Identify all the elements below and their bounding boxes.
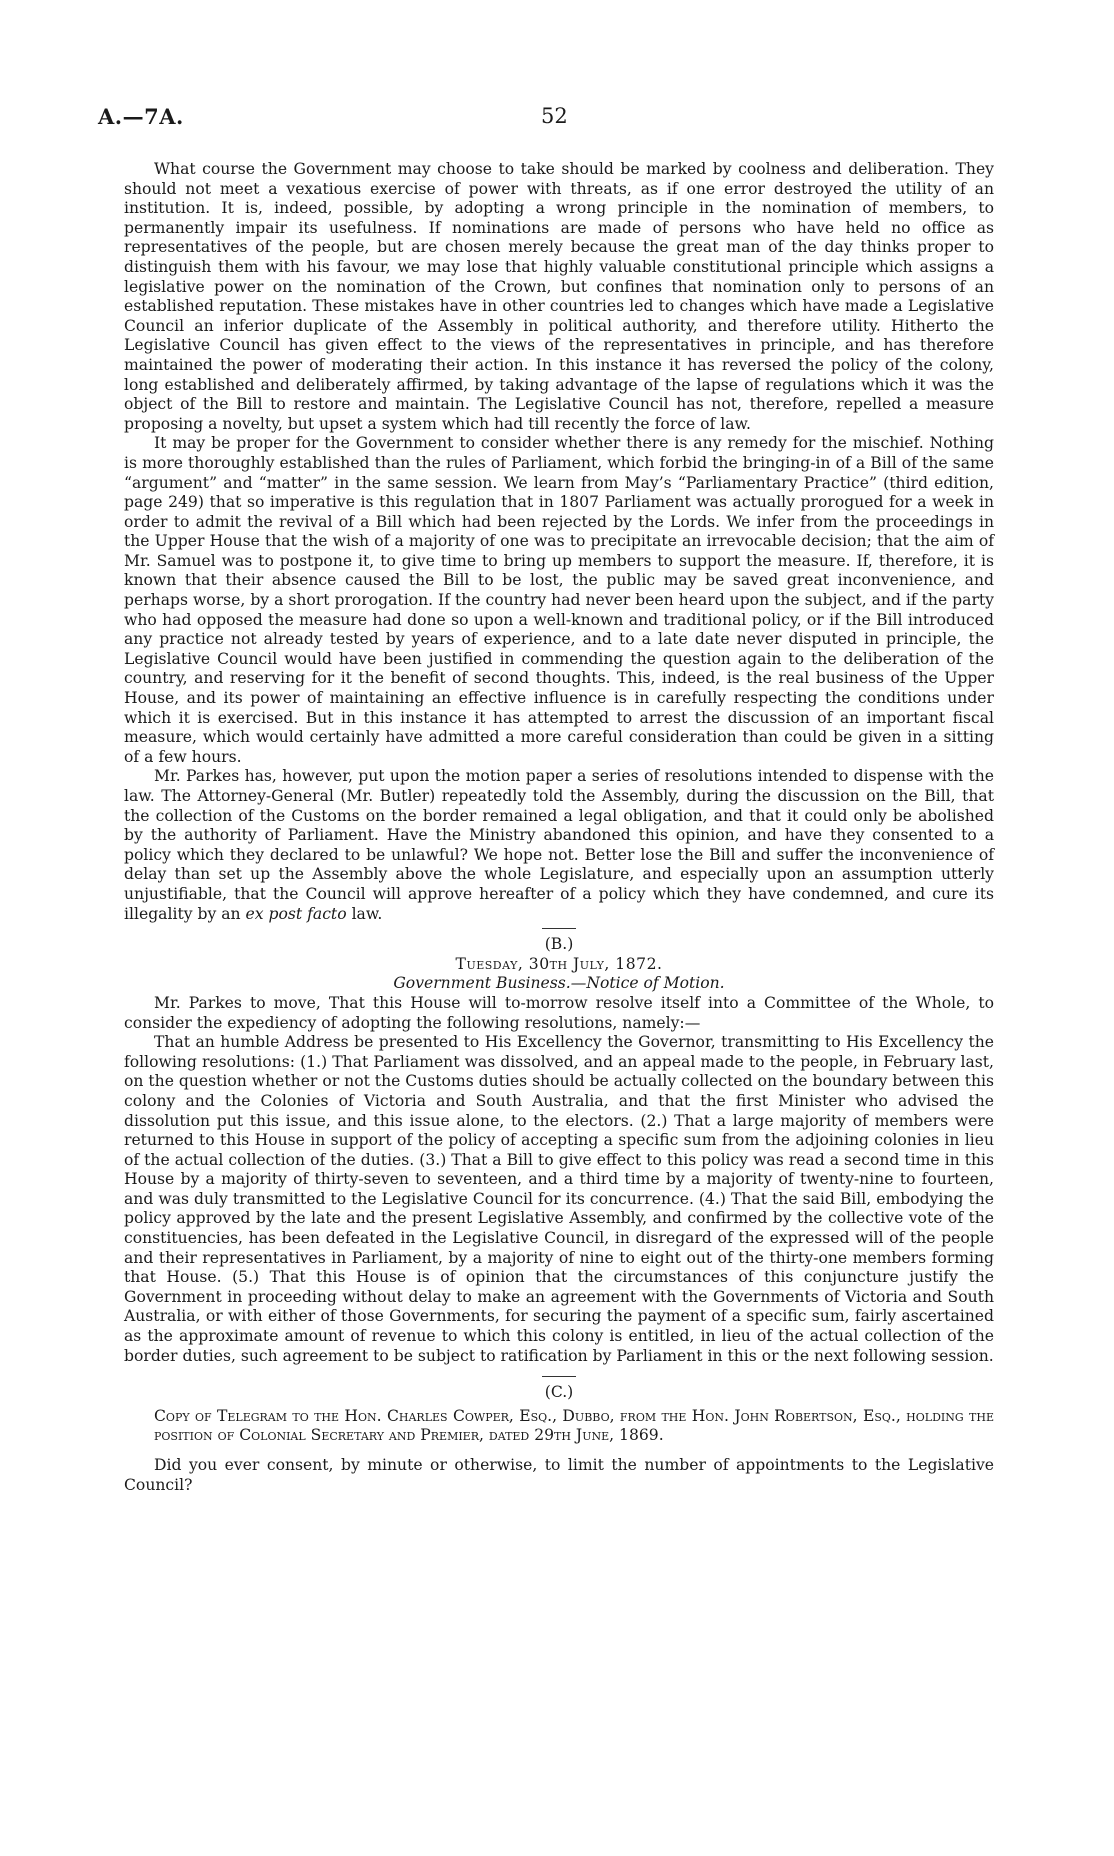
- paragraph-parkes-text: Mr. Parkes has, however, put upon the motion paper a series of resolutions intended to dispense with the law. The Attorney-General (Mr. Butler) repeatedly told the Assembly, during the discussion on the Bill, that the collection of the Customs on the border remained a legal obligation, and that it could only be abolished by the authority of Parliament. Have the Ministry abandoned this opinion, and have they consented to a policy which they declared to be unlawful? We hope not. Better lose the Bill and suffer the inconvenience of delay than set up the Assembly above the whole Legislature, and especially upon an assumption utterly unjustifiable, that the Council will approve hereafter of a policy which they have condemned, and cure its illegality by an: [124, 767, 994, 923]
- telegram-heading: Copy of Telegram to the Hon. Charles Cowper, Esq., Dubbo, from the Hon. John Robertson, Esq., holding the position of Colonial Secretary and Premier, dated 29th June, 1869.: [154, 1406, 994, 1445]
- paragraph-parkes-to-move: Mr. Parkes to move, That this House will to-morrow resolve itself into a Committee of the Whole, to consider the expediency of adopting the following resolutions, namely:—: [124, 993, 994, 1032]
- paragraph-remedy-for-mischief: It may be proper for the Government to consider whether there is any remedy for the mischief. Nothing is more thoroughly established than the rules of Parliament, which forbid the bringing-in of a Bill of the same “argument” and “matter” in the same session. We learn from May’s “Parliamentary Practice” (third edition, page 249) that so imperative is this regulation that in 1807 Parliament was actually prorogued for a week in order to admit the revival of a Bill which had been rejected by the Lords. We infer from the proceedings in the Upper House that the wish of a majority of one was to precipitate an irrevocable decision; that the aim of Mr. Samuel was to postpone it, to give time to bring up members to support the measure. If, therefore, it is known that their absence caused the Bill to be lost, the public may be saved great inconvenience, and perhaps worse, by a short prorogation. If the country had never been heard upon the subject, and if the party who had opposed the measure had done so upon a well-known and traditional policy, or if the Bill introduced any practice not already tested by years of experience, and to a late date never disputed in principle, the Legislative Council would have been justified in commending the question again to the deliberation of the country, and reserving for it the benefit of second thoughts. This, indeed, is the real business of the Upper House, and its power of maintaining an effective influence is in carefully respecting the conditions under which it is exercised. But in this instance it has attempted to arrest the discussion of an important fiscal measure, which would certainly have admitted a more careful consideration than could be given in a sitting of a few hours.: [124, 434, 994, 766]
- telegram-question: Did you ever consent, by minute or otherwise, to limit the number of appointments to the Legislative Council?: [124, 1456, 994, 1494]
- section-c-label: (C.): [544, 1383, 574, 1402]
- section-divider: [542, 928, 576, 929]
- paragraph-parkes-resolutions: [124, 767, 994, 924]
- document-reference: A.—7A.: [98, 104, 184, 129]
- section-b-label: (B.): [544, 935, 574, 954]
- paragraph-course-of-government: What course the Government may choose to take should be marked by coolness and deliberation. They should not meet a vexatious exercise of power with threats, as if one error destroyed the utility of an institution. It is, indeed, possible, by adopting a wrong principle in the nomination of members, to permanently impair its usefulness. If nominations are made of persons who have held no office as representatives of the people, but are chosen merely because the great man of the day thinks proper to distinguish them with his favour, we may lose that highly valuable constitutional principle which assigns a legislative power on the nomination of the Crown, but confines that nomination only to persons of an established reputation. These mistakes have in other countries led to changes which have made a Legislative Council an inferior duplicate of the Assembly in political authority, and therefore utility. Hitherto the Legislative Council has given effect to the views of the representatives in principle, and has therefore maintained the power of moderating their action. In this instance it has reversed the policy of the colony, long established and deliberately affirmed, by taking advantage of the lapse of regulations which it was the object of the Bill to restore and maintain. The Legislative Council has not, therefore, repelled a measure proposing a novelty, but upset a system which had till recently the force of law.: [124, 160, 994, 433]
- section-b-date: Tuesday, 30th July, 1872.: [455, 954, 663, 973]
- paragraph-parkes-end: law.: [351, 904, 383, 923]
- document-body: [124, 160, 994, 1495]
- page-header: [98, 104, 998, 134]
- ex-post-facto-phrase: ex post facto: [245, 904, 347, 923]
- section-divider: [542, 1376, 576, 1377]
- page-number: 52: [541, 104, 568, 128]
- paragraph-humble-address: That an humble Address be presented to His Excellency the Governor, transmitting to His Excellency the following resolutions: (1.) That Parliament was dissolved, and an appeal made to the people, in February last, on the question whether or not the Customs duties should be actually collected on the boundary between this colony and the Colonies of Victoria and South Australia, and that the first Minister who advised the dissolution put this issue, and this issue alone, to the electors. (2.) That a large majority of members were returned to this House in support of the policy of accepting a specific sum from the adjoining colonies in lieu of the actual collection of the duties. (3.) That a Bill to give effect to this policy was read a second time in this House by a majority of thirty-seven to seventeen, and a third time by a majority of twenty-nine to fourteen, and was duly transmitted to the Legislative Council for its concurrence. (4.) That the said Bill, embodying the policy approved by the late and the present Legislative Assembly, and confirmed by the collective vote of the constituencies, has been defeated in the Legislative Council, in disregard of the expressed will of the people and their representatives in Parliament, by a majority of nine to eight out of the thirty-one members forming that House. (5.) That this House is of opinion that the circumstances of this conjuncture justify the Government in proceeding without delay to make an agreement with the Governments of Victoria and South Australia, or with either of those Governments, for securing the payment of a specific sum, fairly ascertained as the approximate amount of revenue to which this colony is entitled, in lieu of the actual collection of the border duties, such agreement to be subject to ratification by Parliament in this or the next following session.: [124, 1033, 994, 1365]
- section-b-notice: Government Business.—Notice of Motion.: [393, 974, 725, 993]
